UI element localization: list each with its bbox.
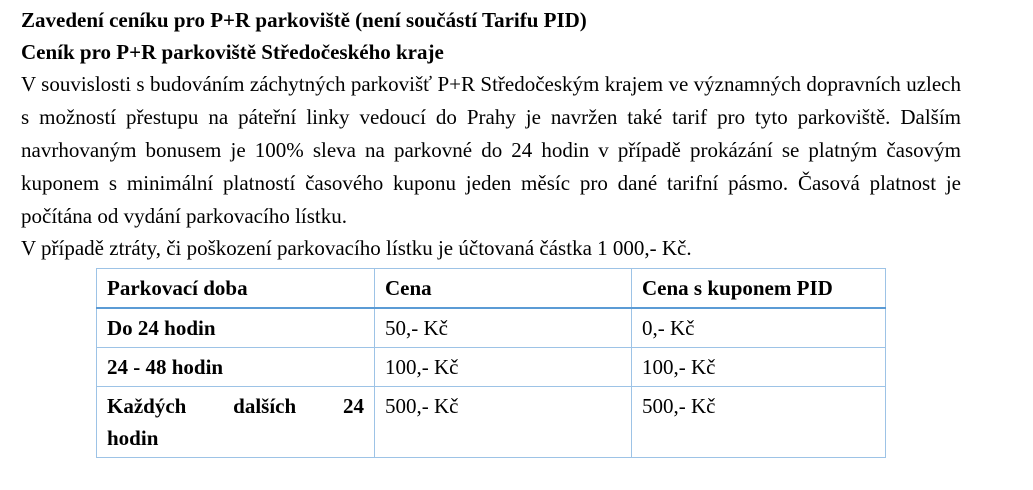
column-header-price: Cena <box>375 269 632 309</box>
row-price: 500,- Kč <box>375 387 632 458</box>
row-duration <box>97 387 375 458</box>
row-duration-word: 24 <box>343 394 364 418</box>
row-duration-line2: hodin <box>107 426 159 450</box>
column-header-price-pid: Cena s kuponem PID <box>632 269 886 309</box>
row-price-pid: 0,- Kč <box>632 308 886 348</box>
row-price-pid: 100,- Kč <box>632 348 886 387</box>
column-header-duration: Parkovací doba <box>97 269 375 309</box>
table-row <box>97 387 886 458</box>
row-price: 50,- Kč <box>375 308 632 348</box>
price-table <box>96 268 886 458</box>
row-duration-line1 <box>107 390 364 422</box>
row-duration-word: dalších <box>233 394 297 418</box>
row-duration-word: Každých <box>107 394 187 418</box>
loss-fee-paragraph: V případě ztráty, či poškození parkovacího lístku je účtovaná částka 1 000,- Kč. <box>21 236 692 260</box>
row-price: 100,- Kč <box>375 348 632 387</box>
row-duration: 24 - 48 hodin <box>97 348 375 387</box>
table-header-row <box>97 269 886 309</box>
body-paragraph: V souvislosti s budováním záchytných parkovišť P+R Středočeským krajem ve významných dopravních uzlech s možností přestupu na páteřní linky vedoucí do Prahy je navržen také tarif pro tyto parkoviště. Dalším navrhovaným bonusem je 100% sleva na parkovné do 24 hodin v případě prokázání se platným časovým kuponem s minimální platností časového kuponu jeden měsíc pro dané tarifní pásmo. Časová platnost je počítána od vydání parkovacího lístku. <box>21 72 961 228</box>
heading-title: Zavedení ceníku pro P+R parkoviště (není součástí Tarifu PID) <box>21 8 587 32</box>
table-row <box>97 308 886 348</box>
table-row <box>97 348 886 387</box>
row-price-pid: 500,- Kč <box>632 387 886 458</box>
row-duration: Do 24 hodin <box>97 308 375 348</box>
heading-subtitle: Ceník pro P+R parkoviště Středočeského kraje <box>21 40 444 64</box>
document-body <box>21 4 969 263</box>
